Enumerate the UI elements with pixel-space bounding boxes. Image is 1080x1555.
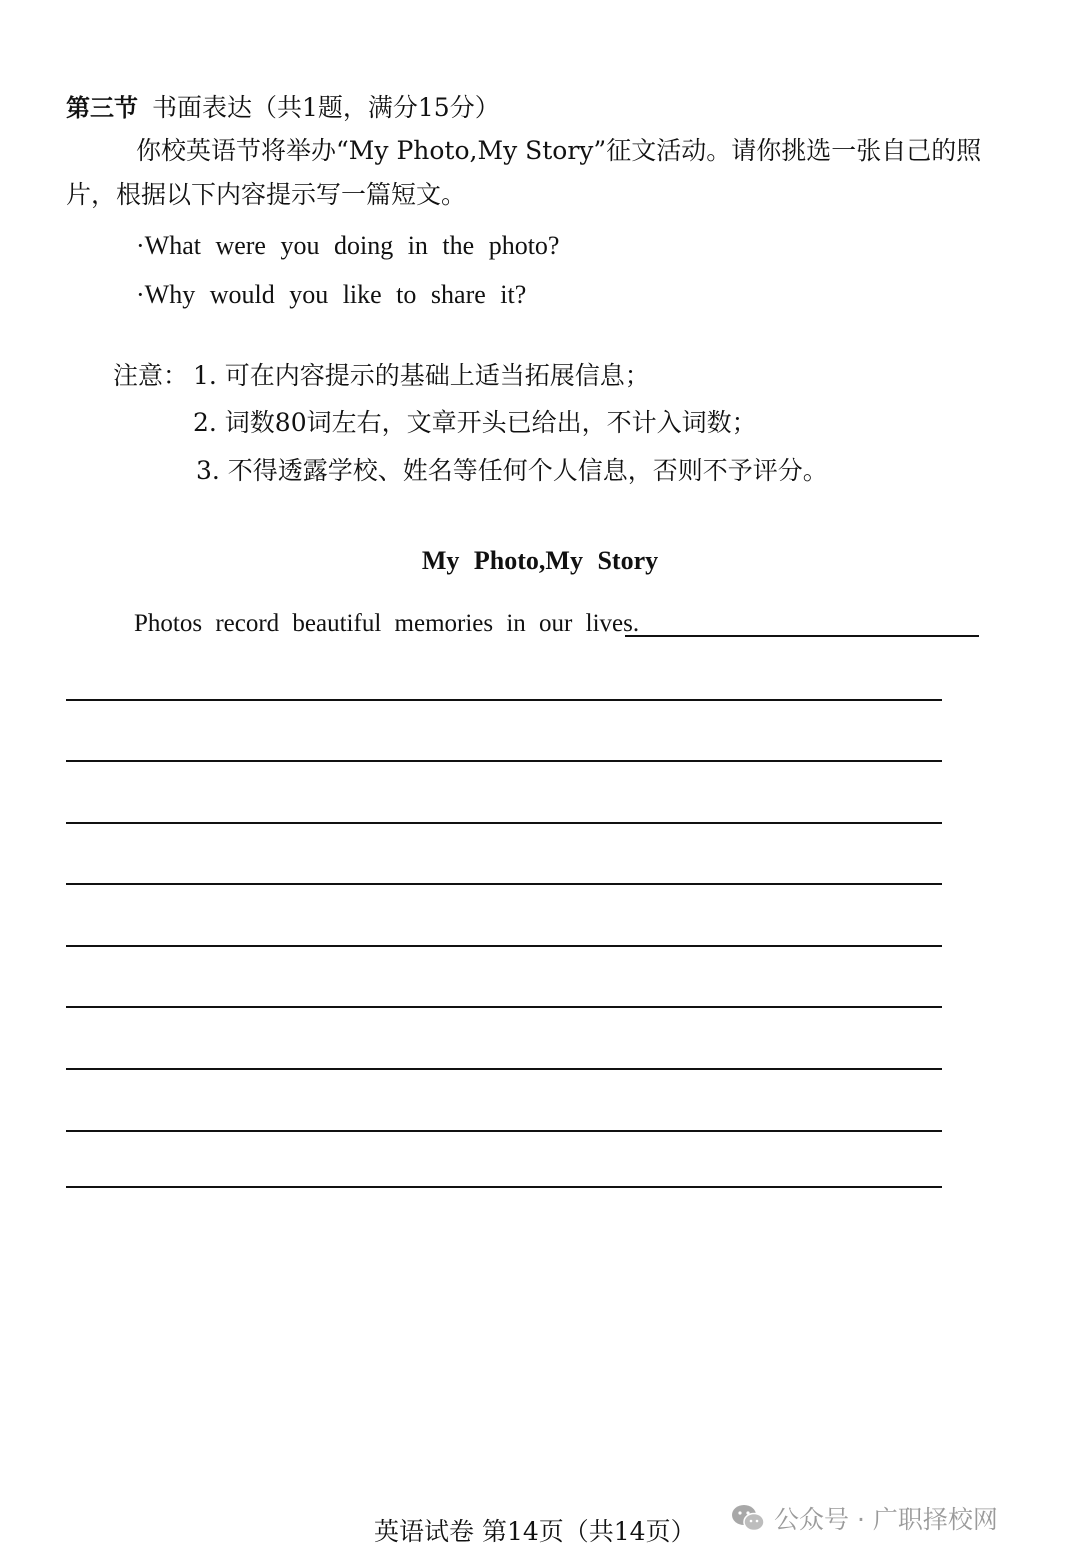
watermark [730,1500,998,1536]
answer-line [66,945,942,947]
notes-label: 注意： [113,361,189,390]
answer-line [66,1006,942,1008]
answer-line [66,699,942,701]
wechat-icon [730,1503,766,1533]
page-footer: 英语试卷 第14页（共14页） [374,1517,696,1546]
section-heading [66,88,500,124]
watermark-text: 公众号 · 广职择校网 [774,1505,998,1534]
essay-title: My Photo,My Story [421,546,659,575]
answer-line [66,1130,942,1132]
answer-line [66,822,942,824]
answer-line [66,883,942,885]
section-title: 书面表达（共1题，满分15分） [152,93,500,122]
content-prompt-2: ·Why would you like to share it? [136,280,527,309]
instruction-line-2: 片，根据以下内容提示写一篇短文。 [66,180,467,209]
section-number: 第三节 [66,94,138,122]
answer-line [66,760,942,762]
essay-opening-sentence: Photos record beautiful memories in our lives. [134,610,640,637]
answer-line [66,1186,942,1188]
instruction-line-1: 你校英语节将举办“My Photo,My Story”征文活动。请你挑选一张自己的照 [136,136,982,165]
answer-line [66,1068,942,1070]
note-item-3: 3. 不得透露学校、姓名等任何个人信息，否则不予评分。 [196,456,828,485]
note-item-2: 2. 词数80词左右，文章开头已给出，不计入词数； [193,408,757,437]
content-prompt-1: ·What were you doing in the photo? [136,231,560,260]
answer-blank-first-line [625,635,979,637]
note-item-1: 1. 可在内容提示的基础上适当拓展信息； [193,361,650,390]
